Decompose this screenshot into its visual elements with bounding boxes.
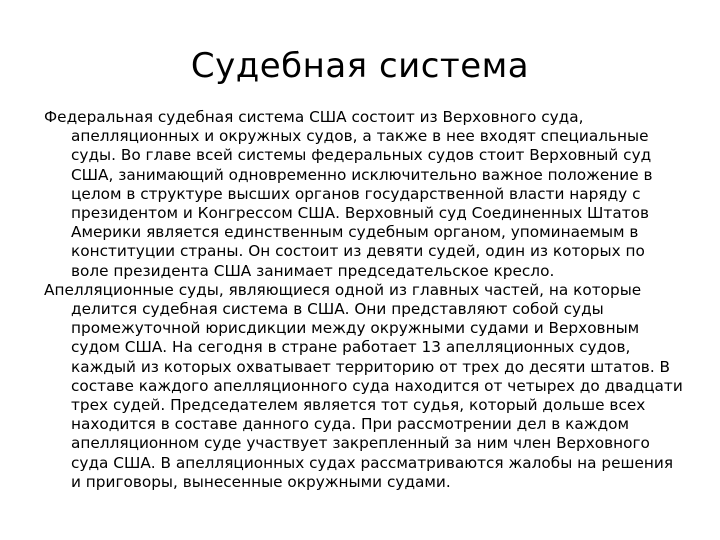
paragraph-text: США состоит из Верховного суда, апелляционных и окружных судов, а также в нее входят специальные суды. Во главе всей системы федеральных судов стоит Верховный суд США, занимающий одновременно исключительно важное положение в целом в структуре высших органов государственной власти наряду с президентом и Конгрессом США. Верховный суд Соединенных Штатов Америки является единственным судебным органом, упоминаемым в конституции страны. Он состоит из девяти судей, один из которых по воле президента США занимает председательское кресло.	[71, 108, 653, 280]
paragraph-federal-system	[44, 108, 684, 281]
paragraph-appeals-courts	[44, 281, 684, 492]
slide-title: Судебная система	[190, 46, 530, 86]
paragraph-text: Апелляционные суды, являющиеся одной из главных частей, на которые делится судебная система в США. Они представляют собой суды промежуточной юрисдикции между окружными судами и Верховным судом США. На сегодня в стране работает 13 апелляционных судов, каждый из которых охватывает территорию от трех до десяти штатов. В составе каждого апелляционного суда находится от четырех до двадцати трех судей. Председателем является тот судья, который дольше всех находится в составе данного суда. При рассмотрении дел в каждом апелляционном суде участвует закрепленный за ним член Верховного суда США. В апелляционных судах рассматриваются жалобы на решения и приговоры, вынесенные окружными судами.	[44, 280, 683, 491]
slide-body	[44, 108, 684, 492]
paragraph-lead-term: Федеральная судебная система	[44, 108, 305, 126]
